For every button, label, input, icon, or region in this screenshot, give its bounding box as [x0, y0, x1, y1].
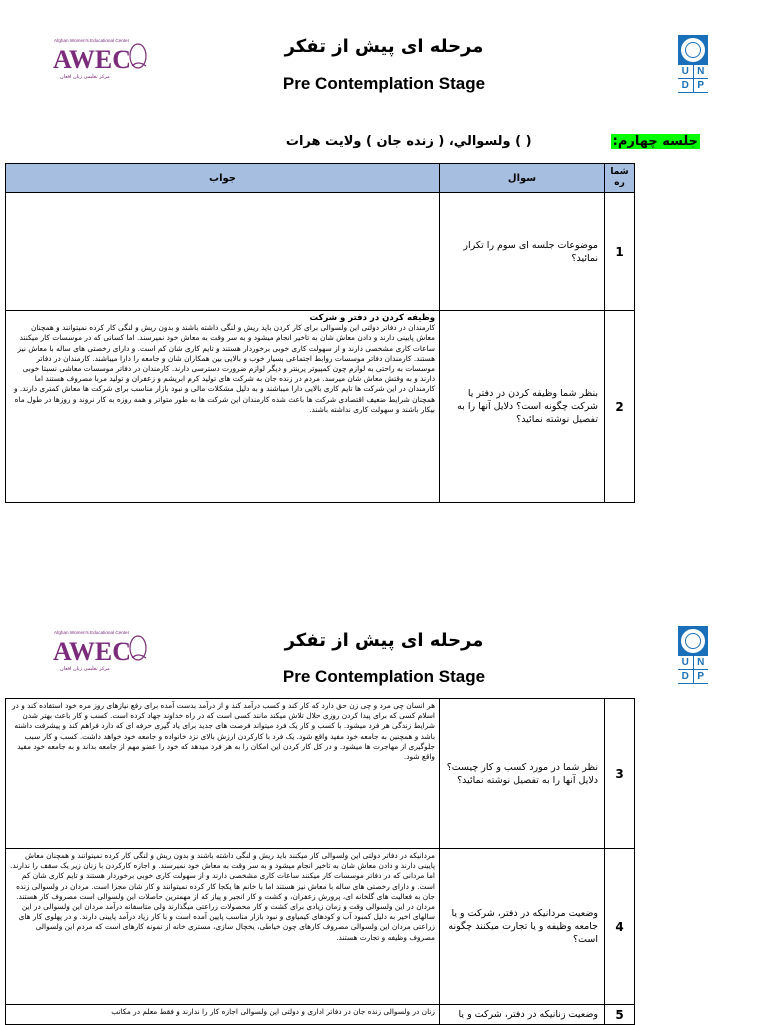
row-answer: مردانیکه در دفاتر دولتی این ولسوالی کار میکنند باید ریش و لنگی داشته باشند و بدون ریش و لنگی کار کرده نمیتوانند و همچنان معاش پایینی دارند و دادن معاش شان به تاخیر انجام میشود و به سر وقت به معاش خود نمیرسند. و اجازه کارکردن با زنان زیر یک سقف را ندارند. اما مردانی که در دفاتر موسسات کار میکنند ساعات کاری مشخصی دارند و از سهولت کاری خوبی برخوردار هستند و تایم کاری شان کم است. و دارای رخصتی های ساله با معاش نیز هستند اما با خانم ها یکجا کار کرده نمیتوانند و کار شان مجزا است. مردان در ولسوالی زنده جان به فعالیت های گلخانه ای، پرورش زعفران، و کشت و کار انجیر و پیاز که از مهمترین حاصلات این ولسوالی است مصروف کار هستند. مردان در این ولسوالی وقت و زمان زیادی برای کشت و کار محصولات زراعتی میگذارند ولی متاسفانه درآمد مردان این ولسوالی در این سالهای اخیر به دلیل کمبود آب و کودهای کیمیاوی و نبود بازار مناسب پایین آمده است و با کار زیاد درآمد پایینی دارند. و در پهلوی کار های زراعتی مردان این ولسوالی مصروف کارهای چون خیاطی، یخچال سازی، مستری خانه از نمونه کارهای است که مردم این ولسوالی مصروف وظیفه و تجارت هستند.: [6, 849, 440, 1005]
undp-logo: [678, 626, 708, 684]
column-header-question: سوال: [440, 164, 605, 193]
row-question: وضعیت زنانیکه در دفتر، شرکت و یا: [440, 1005, 605, 1025]
answer-heading: وظیفه کردن در دفتر و شرکت: [309, 313, 435, 323]
undp-letter: D: [678, 79, 693, 92]
row-number: 3: [605, 699, 635, 849]
undp-letter: U: [678, 65, 693, 78]
table-header-row: [6, 164, 635, 193]
row-answer: هر انسان چی مرد و چی زن حق دارد که کار کند و کسب درآمد کند و از درآمد بدست آمده برای رفع نیازهای روز مره خود استفاده کند و در اسلام کسی که برای پیدا کردن روزی حلال تلاش میکند مانند کسی است که در راه خداوند جهاد کرده است. کسب و کار باعث بهتر شدن شرایط زندگی هر فرد میشود. با کسب و کار یک فرد میتواند فرصت های جدید برای یاد گیری حرفه ای که دارد فراهم کند و پیشرفت داشته باشد و همچنین به جامعه خود مفید واقع شود. یک فرد با کارکردن ارزش بالای نزد خانواده و جامعه خود خواهد داشت. کسب و کار سبب جلوگیری از مهاجرت ها میشود. و در کل کار کردن این امکان را به هر فرد میدهد که خود را عضو مهم از جامعه بداند و به جامعه خود مفید واقع شود.: [6, 699, 440, 849]
undp-letter: P: [694, 670, 709, 683]
row-question: نظر شما در مورد کسب و کار چیست؟ دلایل آنها را به تفصیل نوشته نمائید؟: [440, 699, 605, 849]
questions-table: [5, 698, 635, 1025]
row-answer: [6, 193, 440, 311]
row-answer: کارمندان در دفاتر دولتی این ولسوالی برای کار کردن باید ریش و لنگی داشته باشند و بدون ریش و لنگی کار کرده نمیتوانند و همچنان معاش پایینی دارند و دادن معاش شان به تاخیر انجام میشود و به سر وقت به معاش خود نمیرسند. اما کسانی که در موسسات کار میکنند ساعات کاری مشخصی دارند و از سهولت کاری خوبی برخوردار هستند و تایم کاری شان کم است. و دارای رخصتی های ساله با معاش نیز هستند. کارمندان دفاتر موسسات روابط اجتماعی بسیار خوب و بالایی بین همکاران شان و جامعه را دارا میباشند. کارمندان در دفاتر موسسات به راحتی به لوازم چون کمپیوتر پرینتر و دیگر لوازم ضرورت دسترسی دارند. کارمندان در دفاتر موسسات معاشی نسبتا خوبی دارند و به وقتش معاش شان میرسد. مردم در زنده جان به شرکت های تولید کرم ابریشم و زعفران و تولید مربا مصروف هستند اما کارمندان در این شرکت ها تایم کاری بالایی دارا میباشند و به دلیل مشکلات مالی و نبود بازار مناسب برای شرکت ها معاش کمتری دارند. و همچنان شرایط ضعیف اقتصادی شرکت ها باعث شده کارمندان این شرکت ها به طور متواتر و همه روزه به کار نروند و روزها در طول ماه بیکار باشند و سهولت کاری نداشته باشند.: [13, 323, 435, 414]
title-en: Pre Contemplation Stage: [282, 74, 486, 93]
row-question: موضوعات جلسه ای سوم را تکرار نمائید؟: [440, 193, 605, 311]
undp-letter: P: [694, 79, 709, 92]
un-globe-icon: [681, 629, 705, 653]
questions-table: [5, 163, 635, 503]
table-row: [6, 1005, 635, 1025]
session-location: ( ) ولسوالي، ( زنده جان ) ولایت هرات: [285, 134, 532, 149]
undp-letter: D: [678, 670, 693, 683]
awec-top-text: Afghan Women's Educational Center: [54, 630, 130, 635]
title-en: Pre Contemplation Stage: [282, 667, 486, 686]
title-fa: مرحله ای پیش از تفکر: [284, 630, 484, 651]
awec-sub-text: مرکز تعلیمی زنان افغان: [60, 74, 110, 80]
session-line: [130, 134, 700, 149]
undp-letter: U: [678, 656, 693, 669]
row-answer-cell: [6, 311, 440, 503]
awec-main-text: AWEC: [53, 637, 132, 666]
undp-letter: N: [694, 656, 709, 669]
row-number: 4: [605, 849, 635, 1005]
row-number: 1: [605, 193, 635, 311]
undp-letter: N: [694, 65, 709, 78]
row-number: 2: [605, 311, 635, 503]
column-header-number: شما ره: [605, 164, 635, 193]
column-header-answer: جواب: [6, 164, 440, 193]
table-row: [6, 699, 635, 849]
awec-main-text: AWEC: [53, 45, 132, 74]
row-question: بنظر شما وظیفه کردن در دفتر یا شرکت چگونه است؟ دلایل آنها را به تفصیل نوشته نمائید؟: [440, 311, 605, 503]
awec-top-text: Afghan Women's Educational Center: [54, 38, 130, 43]
row-number: 5: [605, 1005, 635, 1025]
row-answer: زنان در ولسوالی زنده جان در دفاتر اداری و دولتی این ولسوالی اجازه کار را ندارند و فقط معلم در مکاتب: [6, 1005, 440, 1025]
table-row: [6, 193, 635, 311]
table-row: [6, 311, 635, 503]
un-globe-icon: [681, 38, 705, 62]
title-fa: مرحله ای پیش از تفکر: [284, 36, 484, 57]
awec-sub-text: مرکز تعلیمی زنان افغان: [60, 666, 110, 672]
undp-logo: [678, 35, 708, 93]
table-row: [6, 849, 635, 1005]
session-label: جلسه چهارم:: [612, 134, 698, 149]
page-2: [0, 600, 768, 1024]
row-question: وضعیت مردانیکه در دفتر، شرکت و یا جامعه وظیفه و یا تجارت میکنند چگونه است؟: [440, 849, 605, 1005]
